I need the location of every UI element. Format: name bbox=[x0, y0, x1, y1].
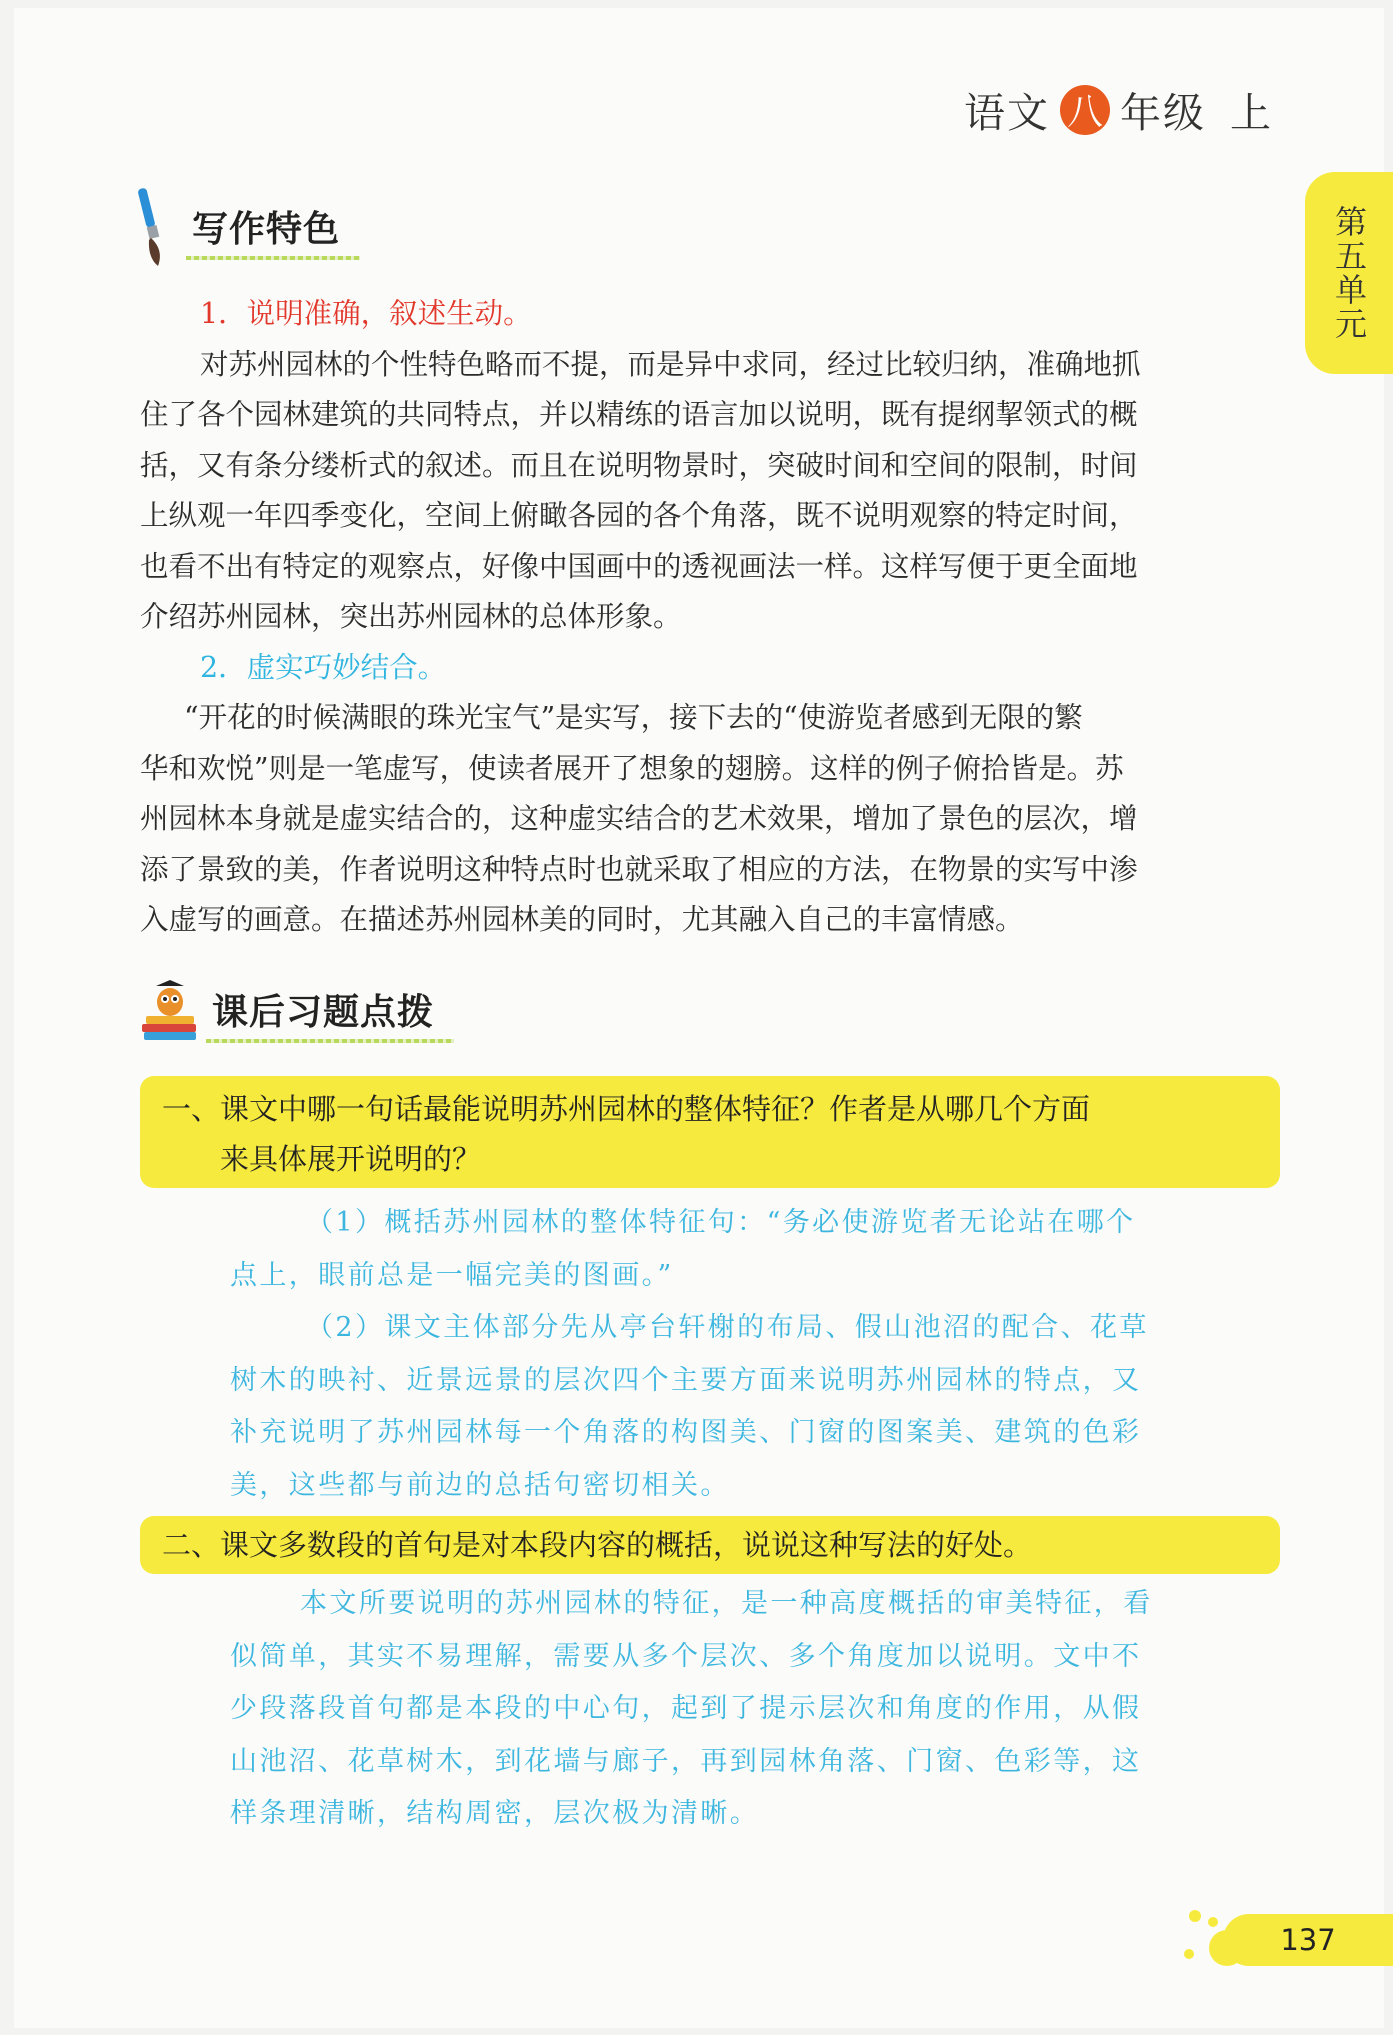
point2-line: “开花的时候满眼的珠光宝气”是实写，接下去的“使游览者感到无限的繁 bbox=[184, 701, 1083, 734]
answer-1-line: （2）课文主体部分先从亭台轩榭的布局、假山池沼的配合、花草 bbox=[306, 1312, 1149, 1343]
point2-line: 华和欢悦”则是一笔虚写，使读者展开了想象的翅膀。这样的例子俯拾皆是。苏 bbox=[140, 751, 1124, 785]
answer-1-line: 树木的映衬、近景远景的层次四个主要方面来说明苏州园林的特点，又 bbox=[230, 1364, 1142, 1396]
question-2-line: 二、课文多数段的首句是对本段内容的概括，说说这种写法的好处。 bbox=[162, 1528, 1033, 1562]
answer-2-block bbox=[230, 1578, 1280, 1841]
point1-line: 住了各个园林建筑的共同特点，并以精练的语言加以说明，既有提纲挈领式的概 bbox=[140, 398, 1138, 431]
term-label: 上 bbox=[1230, 89, 1273, 137]
question-1-line: 一、课文中哪一句话最能说明苏州园林的整体特征？作者是从哪几个方面 bbox=[162, 1092, 1091, 1126]
answer-1-line: （1）概括苏州园林的整体特征句：“务必使游览者无论站在哪个 bbox=[306, 1207, 1136, 1238]
point2-line: 州园林本身就是虚实结合的，这种虚实结合的艺术效果，增加了景色的层次，增 bbox=[140, 802, 1138, 835]
point1-block bbox=[140, 289, 1275, 946]
point1-line: 上纵观一年四季变化，空间上俯瞰各园的各个角落，既不说明观察的特定时间， bbox=[140, 499, 1138, 532]
point1-heading: 1．说明准确，叙述生动。 bbox=[200, 297, 532, 330]
question-2-box bbox=[140, 1516, 1280, 1574]
answer-2-line: 山池沼、花草树木，到花墙与廊子，再到园林角落、门窗、色彩等，这 bbox=[230, 1745, 1142, 1777]
point1-line: 也看不出有特定的观察点，好像中国画中的透视画法一样。这样写便于更全面地 bbox=[140, 549, 1138, 583]
paintbrush-icon bbox=[134, 188, 178, 272]
answer-2-line: 少段落段首句都是本段的中心句，起到了提示层次和角度的作用，从假 bbox=[230, 1693, 1142, 1724]
section-exercises-head bbox=[140, 980, 434, 1046]
grade-suffix: 年级 bbox=[1120, 89, 1206, 137]
unit-tab[interactable]: 第五单元 bbox=[1305, 172, 1393, 374]
question-1-box bbox=[140, 1076, 1280, 1188]
answer-2-line: 本文所要说明的苏州园林的特征，是一种高度概括的审美特征，看 bbox=[300, 1588, 1153, 1619]
point2-heading: 2．虚实巧妙结合。 bbox=[200, 650, 447, 684]
answer-1-line: 补充说明了苏州园林每一个角落的构图美、门窗的图案美、建筑的色彩 bbox=[230, 1417, 1142, 1448]
point1-line: 括，又有条分缕析式的叙述。而且在说明物景时，突破时间和空间的限制，时间 bbox=[140, 448, 1138, 482]
grade-number-badge: 八 bbox=[1060, 85, 1110, 135]
answer-1-block bbox=[230, 1197, 1280, 1512]
section-title: 写作特色 bbox=[192, 201, 340, 260]
page-number: 137 bbox=[1223, 1914, 1393, 1966]
section-writing-features-head bbox=[134, 188, 340, 272]
point1-line: 介绍苏州园林，突出苏州园林的总体形象。 bbox=[140, 600, 682, 633]
subject-label: 语文 bbox=[964, 89, 1050, 137]
point2-line: 添了景致的美，作者说明这种特点时也就采取了相应的方法，在物景的实写中渗 bbox=[140, 852, 1138, 886]
question-1-line: 来具体展开说明的？ bbox=[162, 1142, 482, 1176]
answer-1-line: 点上，眼前总是一幅完美的图画。” bbox=[230, 1259, 674, 1291]
answer-2-line: 样条理清晰，结构周密，层次极为清晰。 bbox=[230, 1798, 760, 1829]
page-header bbox=[964, 80, 1273, 139]
point1-line: 对苏州园林的个性特色略而不提，而是异中求同，经过比较归纳，准确地抓 bbox=[200, 347, 1141, 381]
section-title: 课后习题点拨 bbox=[212, 984, 434, 1043]
owl-on-books-icon bbox=[140, 980, 198, 1046]
answer-2-line: 似简单，其实不易理解，需要从多个层次、多个角度加以说明。文中不 bbox=[230, 1640, 1142, 1672]
point2-line: 入虚写的画意。在描述苏州园林美的同时，尤其融入自己的丰富情感。 bbox=[140, 903, 1024, 936]
answer-1-line: 美，这些都与前边的总括句密切相关。 bbox=[230, 1469, 730, 1501]
